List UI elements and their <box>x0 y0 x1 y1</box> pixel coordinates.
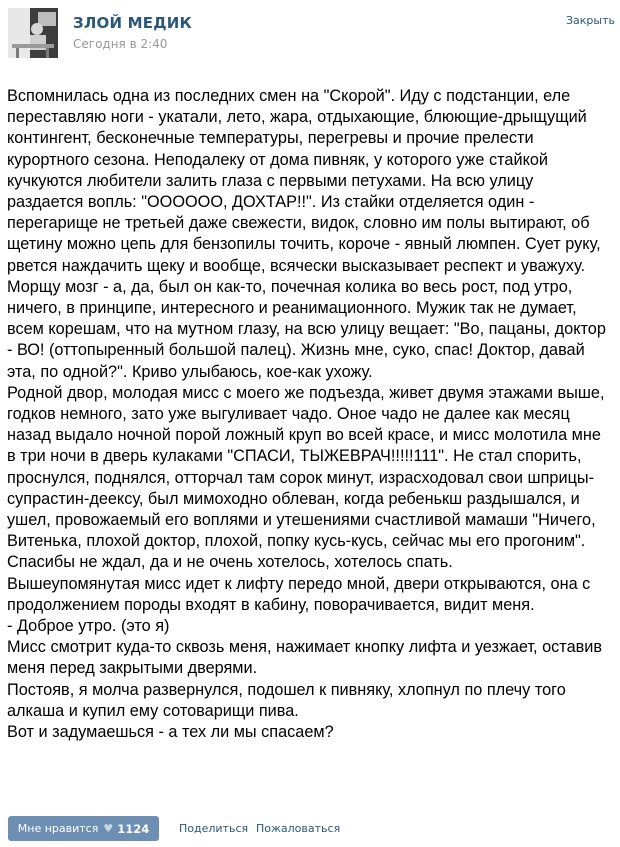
heart-icon: ♥ <box>103 822 114 835</box>
post-paragraph: - Доброе утро. (это я) <box>7 617 170 636</box>
post-paragraph: Вспомнилась одна из последних смен на "Скорой". Иду с подстанции, еле переставляю ноги - укатали, лето, жара, отдыхающие, блюющие-дрыщущий контингент, бесконечные температуры, перегревы и прочие прелести курортного сезона. Неподалеку от дома пивняк, у которого уже стайкой кучкуются любители залить глаза с первыми петухами. На всю улицу раздается вопль: "ОООООО, ДОХТАР!!". Из стайки отделяется один - перегарище не третьей даже свежести, видок, словно им полы вытирают, об щетину можно цепь для бензопилы точить, короче - явный люмпен. Сует руку, рвется наждачить щеку и вообще, всячески высказывает респект и уважуху. Морщу мозг - а, да, был он как-то, почечная колика во весь рост, под утро, ничего, в принципе, интересного и реанимационного. Мужик так не думает, всем корешам, что на мутном глазу, на всю улицу вещает: "Во, пацаны, доктор - ВО! (оттопыренный большой палец). Жизнь мне, суко, спас! Доктор, давай эта, по одной?". Криво улыбаюсь, кое-как ухожу. <box>7 87 606 381</box>
share-link[interactable]: Поделиться <box>179 822 249 835</box>
like-button[interactable] <box>8 816 159 841</box>
post-footer <box>0 812 620 847</box>
post-paragraph: Мисс смотрит куда-то сквозь меня, нажимает кнопку лифта и уезжает, оставив меня перед закрытыми дверями. <box>7 638 603 678</box>
post-paragraph: Родной двор, молодая мисс с моего же подъезда, живет двумя этажами выше, годков немного, зато уже выгуливает чадо. Оное чадо не далее как месяц назад выдало ночной порой ложный круп во всей красе, и мисс молотила мне в три ночи в дверь кулаками "СПАСИ, ТЫЖЕВРАЧ!!!!!111". Не стал спорить, проснулся, поднялся, отторчал там сорок минут, израсходовал свои шприцы-супрастин-деексу, был мимоходно облеван, когда ребенькш раздышался, и ушел, провожаемый его воплями и утешениями счастливой мамаши "Ничего, Витенька, плохой доктор, плохой, попку кусь-кусь, сейчас мы его прогоним". Спасибы не ждал, да и не очень хотелось, хотелось спать. <box>7 383 605 572</box>
like-label: Мне нравится <box>17 822 99 835</box>
like-count: 1124 <box>117 821 150 836</box>
post-header <box>0 0 620 72</box>
group-name[interactable]: ЗЛОЙ МЕДИК <box>73 14 192 32</box>
post-paragraph: Вот и задумаешься - а тех ли мы спасаем? <box>7 723 334 742</box>
avatar[interactable] <box>8 8 58 58</box>
post-time[interactable]: Сегодня в 2:40 <box>73 37 168 51</box>
post-paragraph: Постояв, я молча развернулся, подошел к пивняку, хлопнул по плечу того алкаша и купил ему сотоварищи пива. <box>7 680 566 720</box>
report-link[interactable]: Пожаловаться <box>256 822 341 835</box>
close-link[interactable]: Закрыть <box>566 14 615 27</box>
post-text <box>7 86 614 743</box>
post-paragraph: Вышеупомянутая мисс идет к лифту передо мной, двери открываются, она с продолжением породы входят в кабину, поворачивается, видит меня. <box>7 574 591 614</box>
